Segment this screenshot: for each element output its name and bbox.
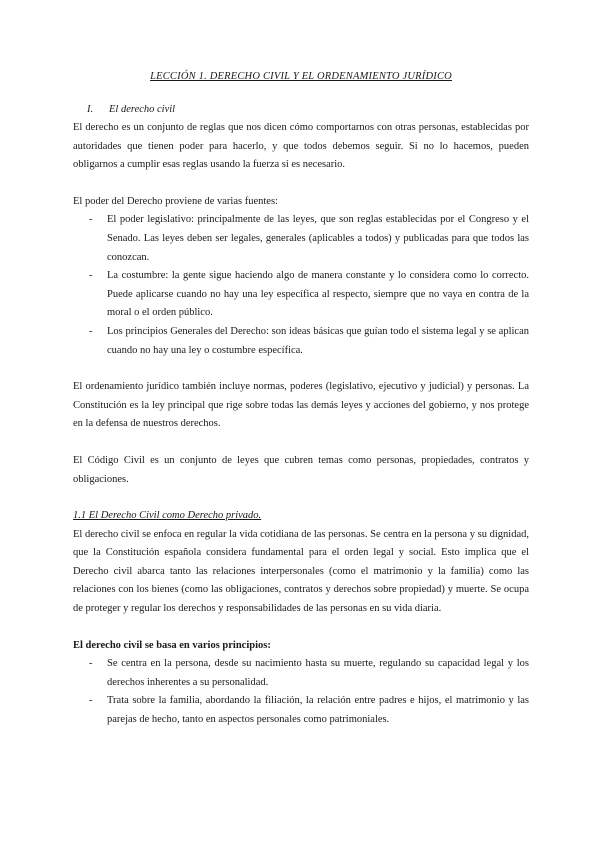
paragraph-ordenamiento: El ordenamiento jurídico también incluye normas, poderes (legislativo, ejecutivo y judicial) y personas. La Constitución es la ley principal que rige sobre todas las demás leyes y acciones del gobierno, y nos protege en la defensa de nuestros derechos.: [73, 381, 529, 430]
list-item: - Los principios Generales del Derecho: son ideas básicas que guían todo el sistema legal y se aplican cuando no hay una ley o costumbre específica.: [73, 323, 529, 360]
dash-bullet: -: [89, 695, 93, 707]
dash-bullet: -: [89, 325, 93, 337]
section-label: El derecho civil: [109, 104, 176, 115]
list-item: - Se centra en la persona, desde su nacimiento hasta su muerte, regulando su capacidad legal y los derechos inherentes a su personalidad.: [73, 655, 529, 692]
document-page: [73, 70, 529, 730]
dash-bullet: -: [89, 214, 93, 226]
paragraph-definition: El derecho es un conjunto de reglas que nos dicen cómo comportarnos con otras personas, establecidas por autoridades que tienen poder para hacerlo, y que todos debemos seguir. Si no lo hacemos, pueden obligarnos a cumplir esas reglas usando la fuerza si es necesario.: [73, 122, 529, 171]
list-item: - El poder legislativo: principalmente de las leyes, que son reglas establecidas por el Congreso y el Senado. Las leyes deben ser legales, generales (aplicables a todos) y publicadas para que todos las conozcan.: [73, 211, 529, 267]
section-heading: [73, 103, 529, 116]
paragraph-codigo-civil: El Código Civil es un conjunto de leyes que cubren temas como personas, propiedades, contratos y obligaciones.: [73, 454, 529, 485]
list-item: - La costumbre: la gente sigue haciendo algo de manera constante y lo considera como lo correcto. Puede aplicarse cuando no hay una ley específica al respecto, siempre que no vaya en contra de la moral o el orden público.: [73, 267, 529, 323]
principles-heading: El derecho civil se basa en varios principios:: [73, 639, 271, 651]
section-number: I.: [87, 104, 94, 115]
lesson-title: LECCIÓN 1. DERECHO CIVIL Y EL ORDENAMIENTO JURÍDICO: [150, 71, 452, 82]
subsection-heading: 1.1 El Derecho Civil como Derecho privado.: [73, 510, 262, 522]
principles-list: [73, 655, 529, 729]
sources-list: [73, 211, 529, 360]
paragraph-derecho-privado: El derecho civil se enfoca en regular la vida cotidiana de las personas. Se centra en la persona y su dignidad, que la Constitución española considera fundamental para el orden legal y social. Esto implica que el Derecho civil abarca tanto las relaciones interpersonales (como el matrimonio y la familia) como las relaciones con los bienes (como las obligaciones, contratos y derechos sobre propiedad) y muerte. Se ocupa de proteger y regular los derechos y responsabilidades de las personas en su vida diaria.: [73, 528, 529, 615]
list-item: - Trata sobre la familia, abordando la filiación, la relación entre padres e hijos, el matrimonio y las parejas de hecho, tanto en aspectos personales como patrimoniales.: [73, 692, 529, 729]
paragraph-sources-intro: El poder del Derecho proviene de varias fuentes:: [73, 195, 278, 207]
dash-bullet: -: [89, 658, 93, 670]
dash-bullet: -: [89, 270, 93, 282]
